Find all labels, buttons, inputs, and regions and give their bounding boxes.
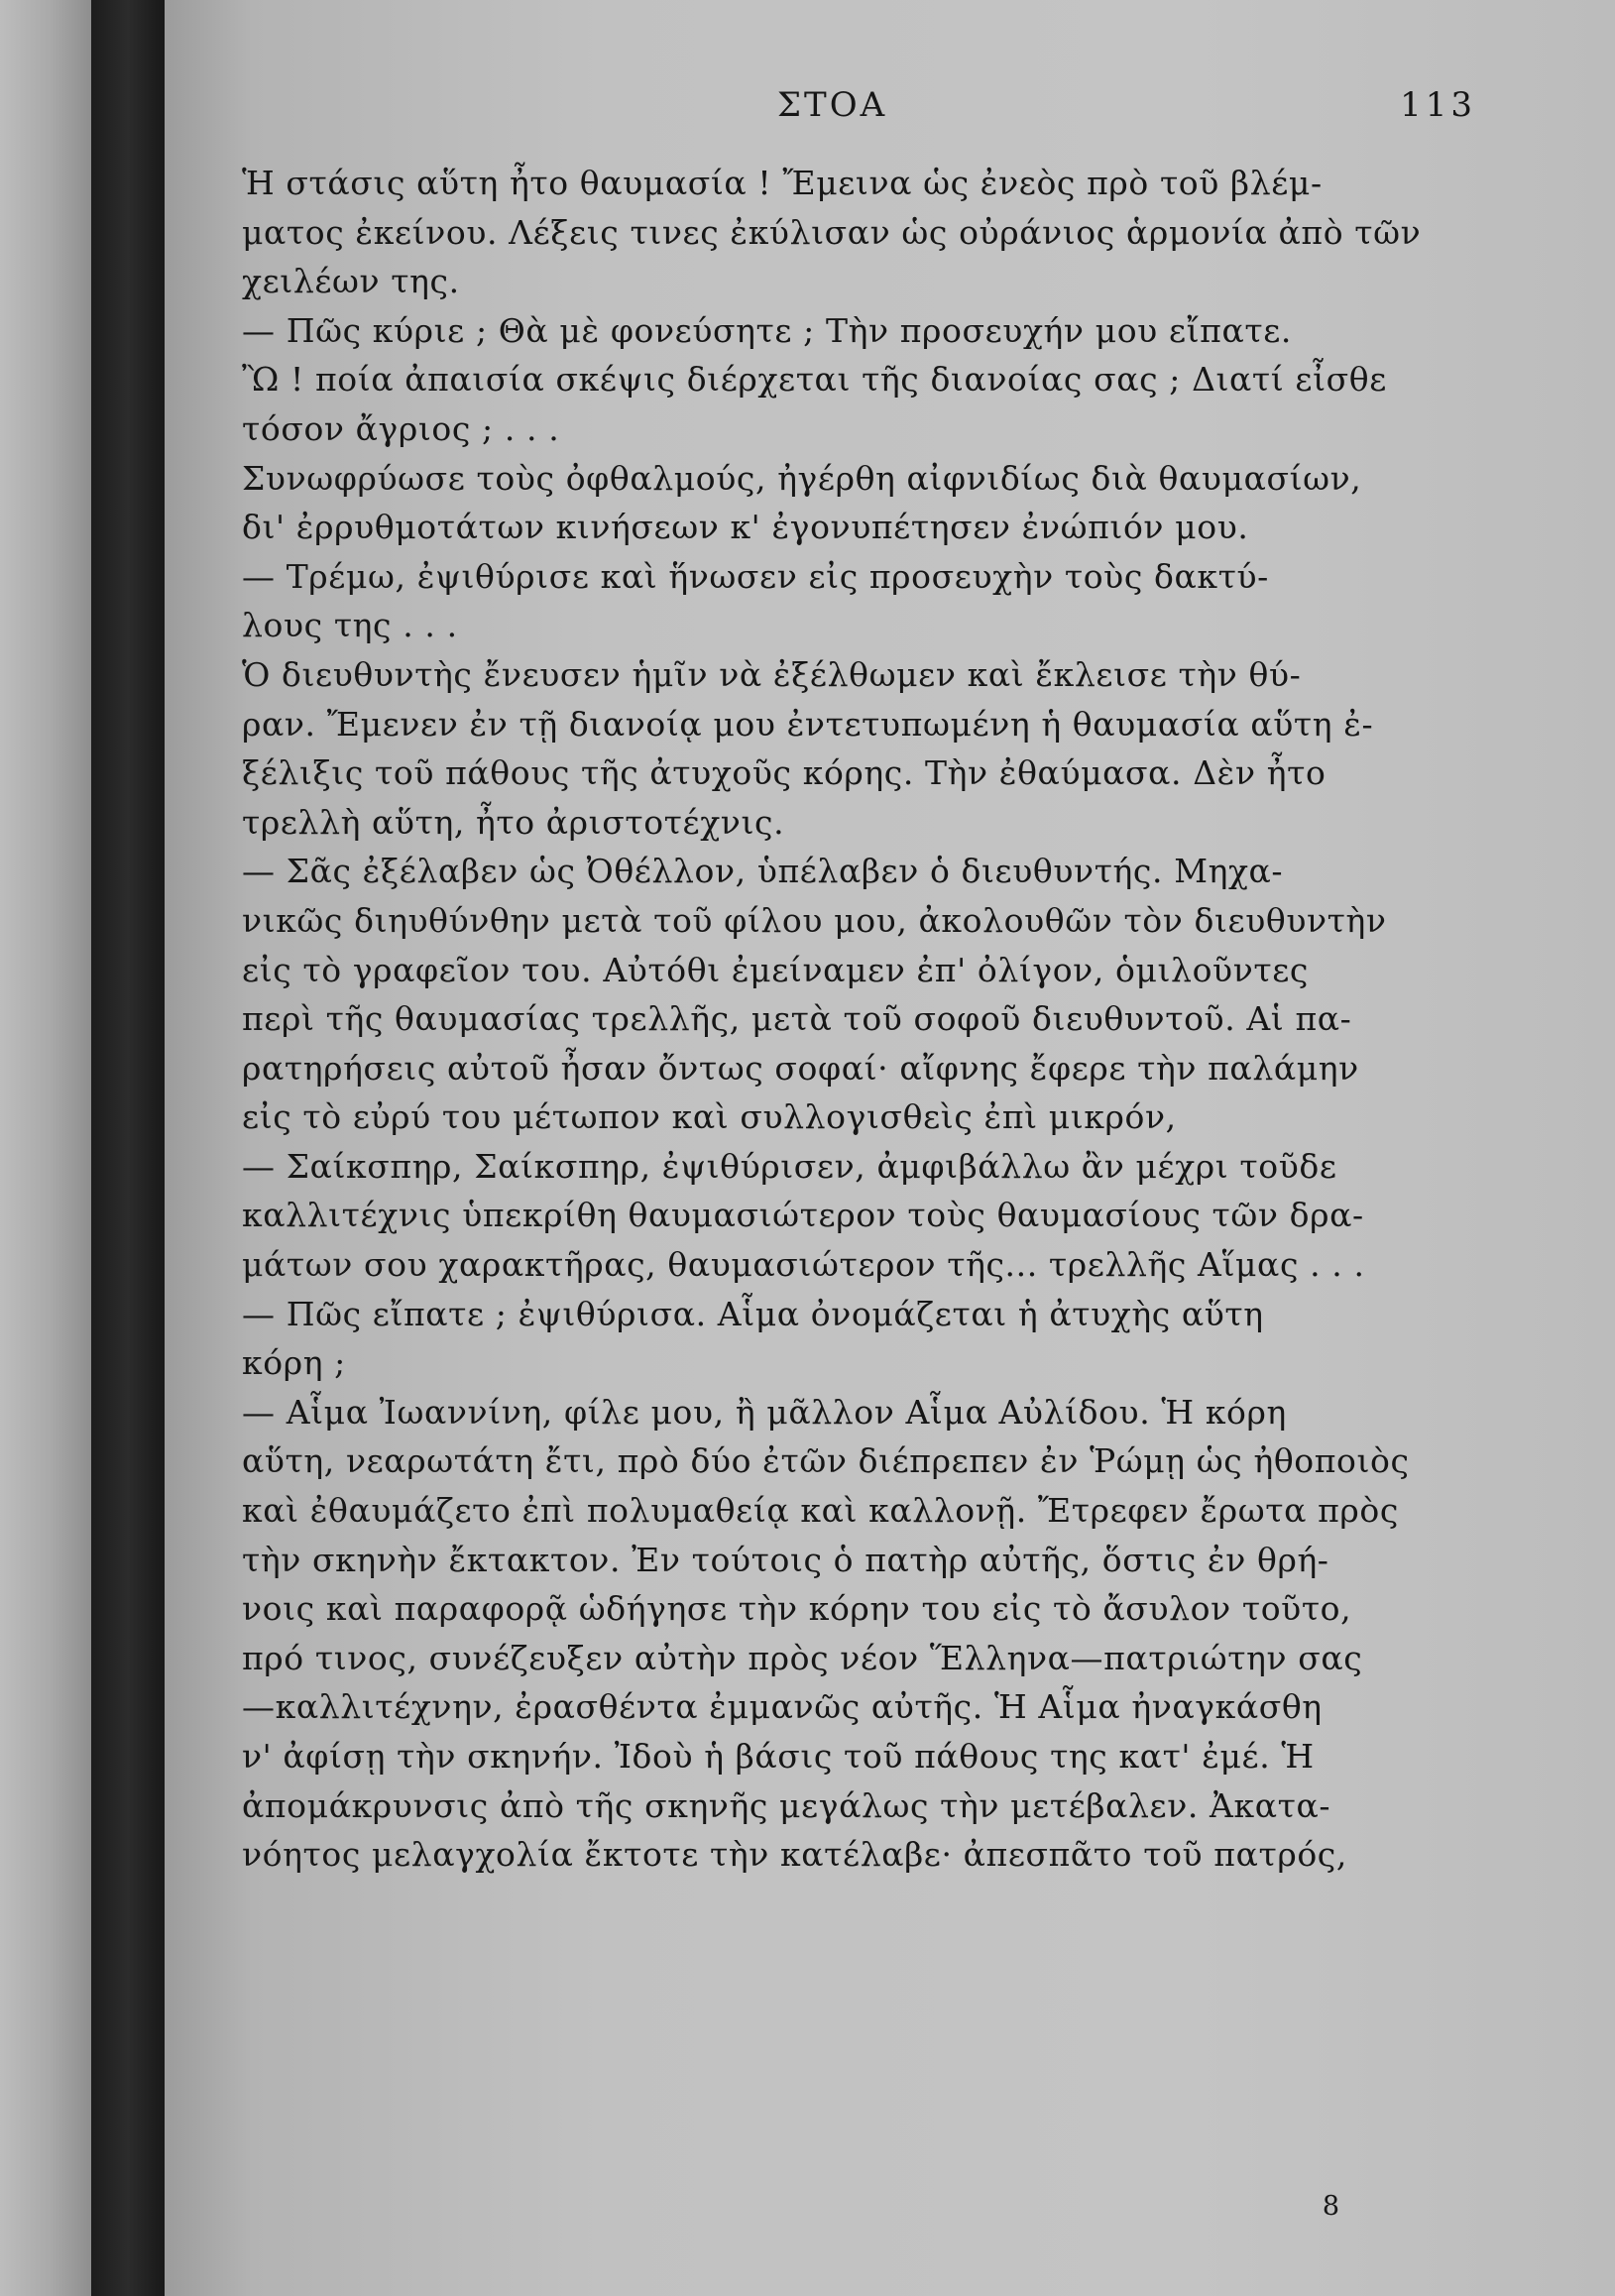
text-line: περὶ τῆς θαυμασίας τρελλῆς, μετὰ τοῦ σοφοῦ διευθυντοῦ. Αἱ πα-: [242, 999, 1352, 1039]
text-line: μάτων σου χαρακτῆρας, θαυμασιώτερον τῆς... τρελλῆς Αἵμας . . .: [242, 1245, 1365, 1285]
text-line: νικῶς διηυθύνθην μετὰ τοῦ φίλου μου, ἀκολουθῶν τὸν διευθυντὴν: [242, 900, 1387, 940]
text-line: — Σᾶς ἐξέλαβεν ὡς Ὀθέλλον, ὑπέλαβεν ὁ διευθυντής. Μηχα-: [242, 852, 1284, 891]
text-line: — Πῶς κύριε ; Θὰ μὲ φονεύσητε ; Τὴν προσευχήν μου εἴπατε.: [242, 310, 1292, 350]
body-text: [242, 159, 1471, 1880]
text-line: — Τρέμω, ἐψιθύρισε καὶ ἥνωσεν εἰς προσευχὴν τοὺς δακτύ-: [242, 556, 1269, 596]
text-line: δι' ἐρρυθμοτάτων κινήσεων κ' ἐγονυπέτησεν ἐνώπιόν μου.: [242, 508, 1249, 547]
running-head: [165, 85, 1615, 135]
text-line: τρελλὴ αὕτη, ἦτο ἀριστοτέχνις.: [242, 802, 785, 842]
text-line: Συνωφρύωσε τοὺς ὀφθαλμούς, ἠγέρθη αἰφνιδίως διὰ θαυμασίων,: [242, 458, 1362, 498]
text-line: κόρη ;: [242, 1343, 346, 1383]
text-line: αὕτη, νεαρωτάτη ἔτι, πρὸ δύο ἐτῶν διέπρεπεν ἐν Ῥώμῃ ὡς ἠθοποιὸς: [242, 1441, 1410, 1481]
text-line: —καλλιτέχνην, ἐρασθέντα ἐμμανῶς αὐτῆς. Ἡ Αἷμα ἠναγκάσθη: [242, 1687, 1323, 1727]
text-line: ματος ἐκείνου. Λέξεις τινες ἐκύλισαν ὡς οὐράνιος ἁρμονία ἀπὸ τῶν: [242, 212, 1422, 252]
text-line: — Πῶς εἴπατε ; ἐψιθύρισα. Αἷμα ὀνομάζεται ἡ ἀτυχὴς αὕτη: [242, 1294, 1264, 1333]
text-line: τόσον ἄγριος ; . . .: [242, 408, 560, 448]
book-page: [165, 0, 1615, 2296]
text-line: εἰς τὸ γραφεῖον του. Αὐτόθι ἐμείναμεν ἐπ' ὀλίγον, ὁμιλοῦντες: [242, 950, 1309, 989]
signature-mark: 8: [1322, 2191, 1339, 2222]
text-line: Ἡ στάσις αὕτη ἦτο θαυμασία ! Ἔμεινα ὡς ἐνεὸς πρὸ τοῦ βλέμ-: [242, 164, 1323, 202]
text-line: Ὁ διευθυντὴς ἔνευσεν ἡμῖν νὰ ἐξέλθωμεν καὶ ἔκλεισε τὴν θύ-: [242, 654, 1302, 694]
text-line: ξέλιξις τοῦ πάθους τῆς ἀτυχοῦς κόρης. Τὴν ἐθαύμασα. Δὲν ἦτο: [242, 753, 1327, 793]
text-line: πρό τινος, συνέζευξεν αὐτὴν πρὸς νέον Ἕλληνα—πατριώτην σας: [242, 1638, 1363, 1677]
text-line: — Σαίκσπηρ, Σαίκσπηρ, ἐψιθύρισεν, ἀμφιβάλλω ἂν μέχρι τοῦδε: [242, 1146, 1337, 1186]
text-line: εἰς τὸ εὐρύ του μέτωπον καὶ συλλογισθεὶς ἐπὶ μικρόν,: [242, 1097, 1177, 1137]
text-line: νόητος μελαγχολία ἔκτοτε τὴν κατέλαβε· ἀπεσπᾶτο τοῦ πατρός,: [242, 1835, 1347, 1875]
text-line: νοις καὶ παραφορᾷ ὡδήγησε τὴν κόρην του εἰς τὸ ἄσυλον τοῦτο,: [242, 1589, 1352, 1629]
text-line: καὶ ἐθαυμάζετο ἐπὶ πολυμαθείᾳ καὶ καλλονῇ. Ἔτρεφεν ἔρωτα πρὸς: [242, 1491, 1399, 1531]
text-line: καλλιτέχνις ὑπεκρίθη θαυμασιώτερον τοὺς θαυμασίους τῶν δρα-: [242, 1196, 1364, 1235]
text-line: ἀπομάκρυνσις ἀπὸ τῆς σκηνῆς μεγάλως τὴν μετέβαλεν. Ἀκατα-: [242, 1785, 1331, 1825]
text-line: ν' ἀφίσῃ τὴν σκηνήν. Ἰδοὺ ἡ βάσις τοῦ πάθους της κατ' ἐμέ. Ἡ: [242, 1737, 1315, 1776]
text-line: ρατηρήσεις αὐτοῦ ἦσαν ὄντως σοφαί· αἴφνης ἔφερε τὴν παλάμην: [242, 1048, 1359, 1088]
text-line: — Αἷμα Ἰωαννίνη, φίλε μου, ἢ μᾶλλον Αἷμα Αὐλίδου. Ἡ κόρη: [242, 1392, 1287, 1432]
book-gutter: [91, 0, 165, 2296]
text-line: λους της . . .: [242, 606, 458, 645]
running-title: ΣΤΟΑ: [777, 85, 888, 125]
page-number: 113: [1400, 85, 1476, 125]
text-line: ραν. Ἔμενεν ἐν τῇ διανοίᾳ μου ἐντετυπωμένη ἡ θαυμασία αὕτη ἐ-: [242, 704, 1374, 744]
text-line: τὴν σκηνὴν ἔκτακτον. Ἐν τούτοις ὁ πατὴρ αὐτῆς, ὅστις ἐν θρή-: [242, 1540, 1329, 1579]
left-page-edge: [0, 0, 91, 2296]
text-line: χειλέων της.: [242, 262, 460, 301]
text-line: Ὢ ! ποία ἀπαισία σκέψις διέρχεται τῆς διανοίας σας ; Διατί εἶσθε: [242, 360, 1387, 400]
